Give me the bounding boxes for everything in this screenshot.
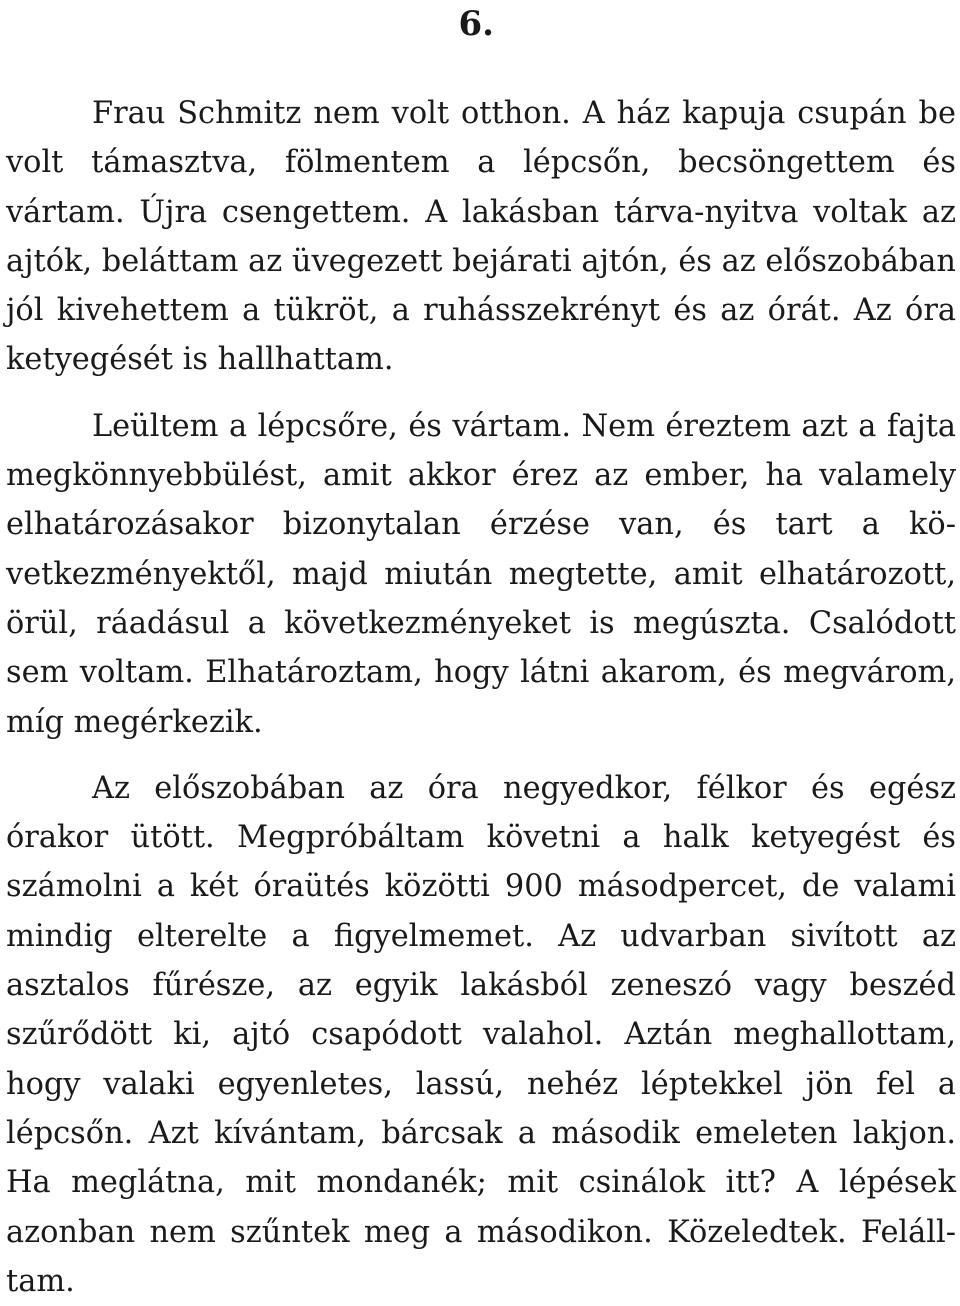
- chapter-number: 6.: [458, 4, 494, 44]
- paragraph-1: Frau Schmitz nem volt otthon. A ház kapuja csupán be volt támasztva, fölmentem a lépcsőn, becsöngettem és vártam. Újra csengettem. A lakásban tárva-nyitva voltak az ajtók, beláttam az üvegezett bejárati ajtón, és az előszobában jól kivehettem a tükröt, a ruhásszekrényt és az órát. Az óra ketyegését is hallhattam.: [6, 96, 956, 378]
- paragraph-3: Az előszobában az óra negyedkor, félkor és egész órakor ütött. Megpróbáltam követni a halk ketyegést és számolni a két óraütés közötti 900 másodpercet, de valami mindig elterelte a figyelmemet. Az udvarban sivított az asztalos fűrésze, az egyik lakásból zeneszó vagy beszéd szűrődött ki, ajtó csapódott valahol. Aztán meghallottam, hogy valaki egyenletes, lassú, nehéz léptekkel jön fel a lépcsőn. Azt kívántam, bárcsak a második emeleten lakjon. Ha meglátna, mit mondanék; mit csinálok itt? A lépések azonban nem szűntek meg a másodikon. Közeledtek. Felálltam.: [6, 770, 956, 1299]
- paragraph-2: Leültem a lépcsőre, és vártam. Nem éreztem azt a fajta megkönnyebbülést, amit akkor érez az ember, ha valamely elhatározásakor bizonytalan érzése van, és tart a következményektől, majd miután megtette, amit elhatározott, örül, ráadásul a következményeket is megúszta. Csalódott sem voltam. Elhatároztam, hogy látni akarom, és megvárom, míg megérkezik.: [6, 408, 956, 740]
